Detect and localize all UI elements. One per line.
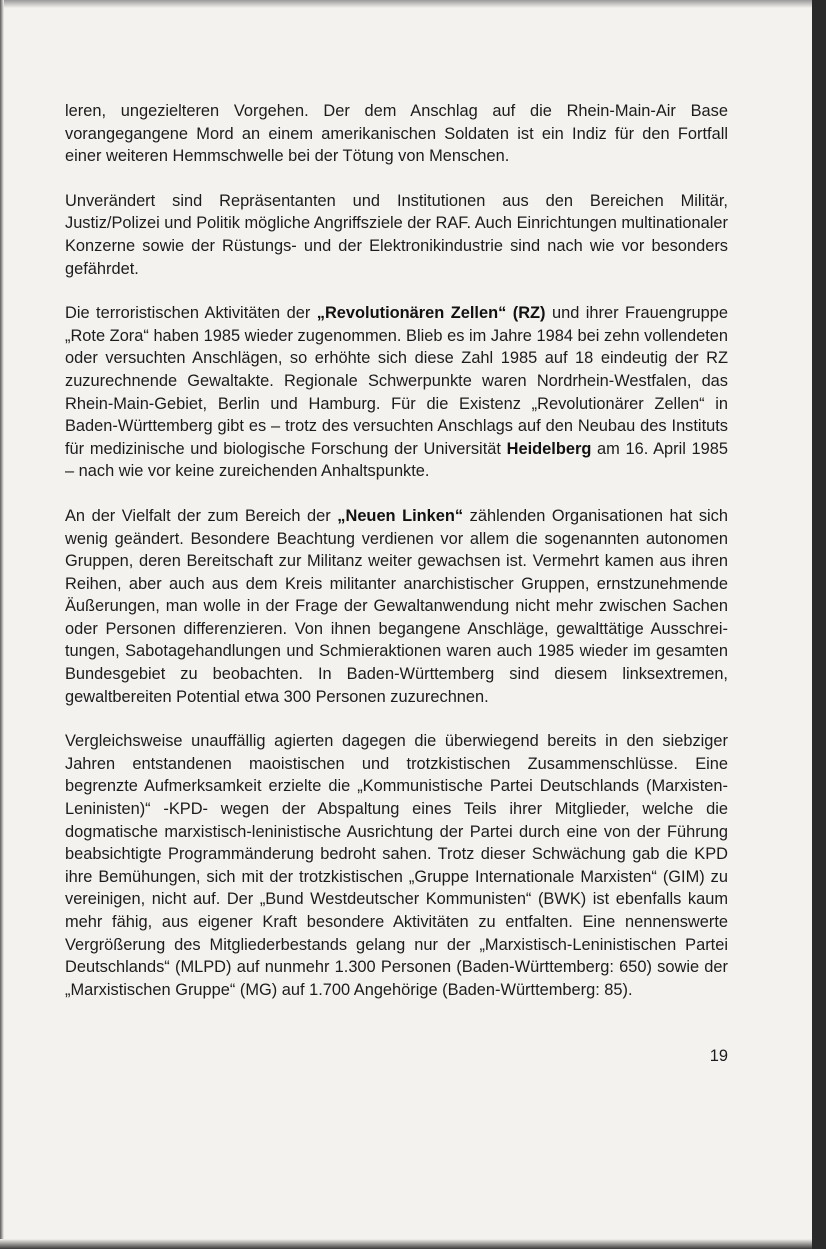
text-segment: Vergleichsweise unauffällig agierten dagegen die überwiegend bereits in den siebziger Jahren entstandenen maoistischen und trotzkistischen Zusammenschlüsse. Eine begrenzte Aufmerksamkeit erzielte die „Kommunistische Partei Deutschlands (Marxisten-Leninisten)“ -KPD- wegen der Abspaltung eines Teils ihrer Mitglieder, welche die dogmatische marxistisch-leninistische Ausrichtung der Partei durch eine von der Führung beabsichtigte Programmänderung bedroht sahen. Trotz dieser Schwächung gab die KPD ihre Bemühungen, sich mit der trotzkistischen „Gruppe Internationale Marxisten“ (GIM) zu vereinigen, nicht auf. Der „Bund Westdeutscher Kommunisten“ (BWK) ist ebenfalls kaum mehr fähig, aus eigener Kraft besondere Aktivitäten zu entfalten. Eine nennenswerte Vergrößerung des Mitgliederbestands gelang nur der „Marxistisch-Leninistischen Partei Deutschlands“ (MLPD) auf nunmehr 1.300 Personen (Baden-Württemberg: 650) sowie der „Marxistischen Gruppe“ (MG) auf 1.700 Angehörige (Baden-Württemberg: 85). [65,732,728,999]
scan-shadow-top [0,0,812,8]
text-segment: An der Vielfalt der zum Bereich der [65,506,338,525]
paragraph [65,100,728,168]
paragraph [65,505,728,708]
bold-text-segment: „Neuen Linken“ [337,506,464,525]
paragraph [65,302,728,483]
page-number: 19 [709,1047,728,1065]
text-segment: zählenden Organisationen hat sich wenig geändert. Besondere Beachtung verdienen vor allem die sogenannten autonomen Gruppen, deren Bereitschaft zur Militanz weiter gewachsen ist. Vermehrt kamen aus ihren Reihen, aber auch aus dem Kreis militanter anarchistischer Gruppen, ernstzunehmende Äußerungen, man wolle in der Frage der Gewaltanwendung nicht mehr zwischen Sachen oder Personen differenzieren. Von ihnen begangene Anschläge, gewalttätige Ausschreitungen, Sabotagehandlungen und Schmieraktionen waren auch 1985 wieder im gesamten Bundesgebiet zu beobachten. In Baden-Württemberg sind diesem linksextremen, gewaltbereiten Potential etwa 300 Personen zuzurechnen. [65,506,728,706]
paragraph [65,730,728,1001]
bold-text-segment: Heidelberg [506,439,592,458]
text-segment: Unverändert sind Repräsentanten und Institutionen aus den Bereichen Militär, Justiz/Polizei und Politik mögliche Angriffsziele der RAF. Auch Einrichtungen multinationaler Konzerne sowie der Rüstungs- und der Elektronikindustrie sind nach wie vor besonders gefährdet. [65,191,728,278]
body-text [65,100,728,1023]
text-segment: und ihrer Frauengruppe „Rote Zora“ haben 1985 wieder zugenommen. Blieb es im Jahre 1984 bei zehn vollendeten oder versuchten Anschlägen, so erhöhte sich diese Zahl 1985 auf 18 eindeutig der RZ zuzurechnende Gewaltakte. Regionale Schwerpunkte waren Nordrhein-Westfalen, das Rhein-Main-Gebiet, Berlin und Hamburg. Für die Existenz „Revolutionärer Zellen“ in Baden-Württemberg gibt es – trotz des versuchten Anschlags auf den Neubau des Instituts für medizinische und biologische Forschung der Universität [65,304,728,458]
scan-shadow-bottom [0,1239,812,1249]
bold-text-segment: „Revolutionären Zellen“ (RZ) [316,304,546,323]
paragraph [65,190,728,280]
text-segment: Die terroristischen Aktivitäten der [65,304,317,323]
text-segment: leren, ungezielteren Vorgehen. Der dem Anschlag auf die Rhein-Main-Air Base vorangegangene Mord an einem amerikanischen Soldaten ist ein Indiz für den Fortfall einer weiteren Hemmschwelle bei der Tötung von Menschen. [65,102,728,166]
scan-shadow-left [0,0,4,1249]
text-segment: am 16. April 1985 – nach wie vor keine zureichenden Anhaltspunkte. [65,439,729,481]
